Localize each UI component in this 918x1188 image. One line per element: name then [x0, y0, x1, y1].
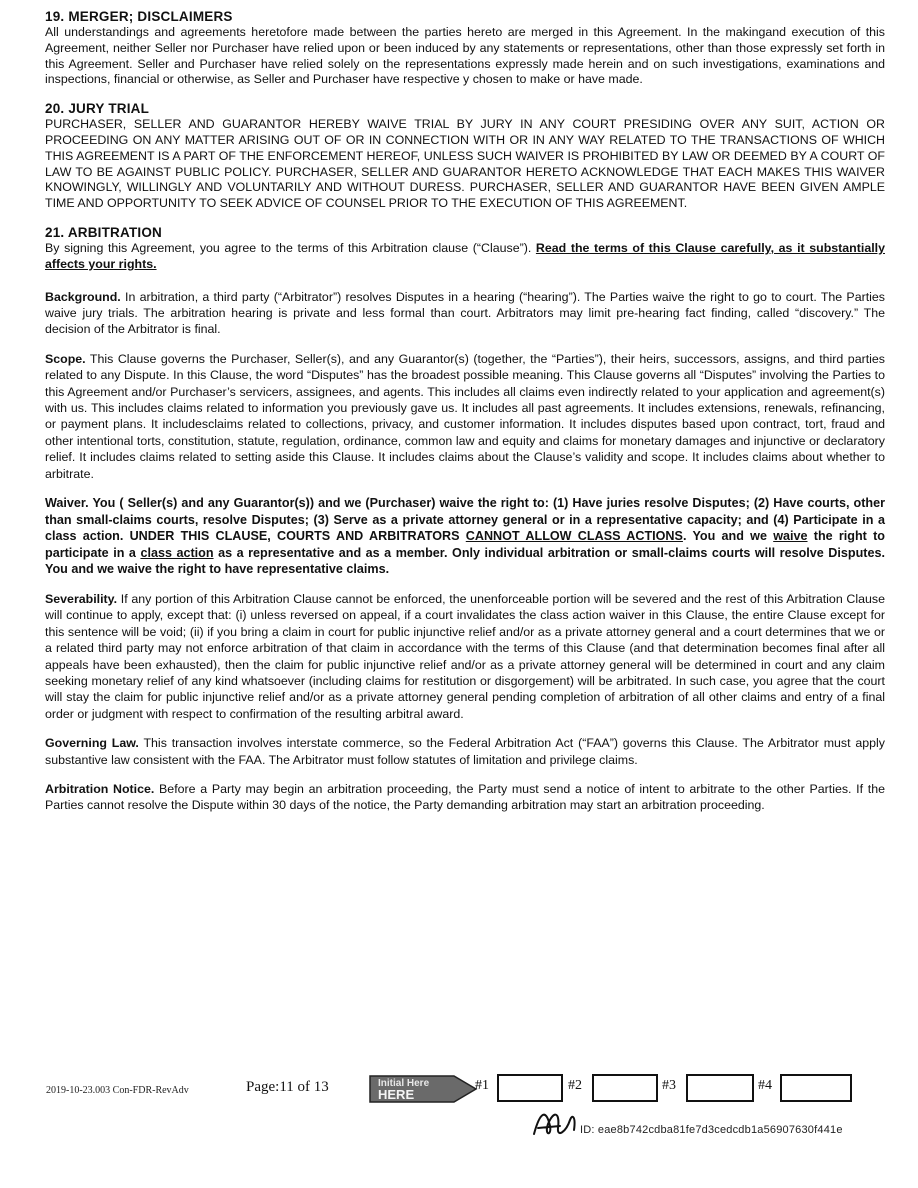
page-number: Page:11 of 13: [246, 1079, 329, 1095]
initial-field-2[interactable]: [568, 1074, 660, 1102]
initial-field-3[interactable]: [662, 1074, 756, 1102]
initial-label: #2: [568, 1078, 582, 1093]
paragraph-waiver: [45, 495, 885, 578]
initial-label: #1: [475, 1078, 489, 1093]
paragraph-lead: Governing Law.: [45, 736, 139, 751]
page-footer: [0, 1068, 918, 1168]
signature-scribble-icon: [530, 1106, 582, 1140]
initial-box[interactable]: [497, 1074, 563, 1102]
initial-field-1[interactable]: [475, 1074, 565, 1102]
section-text: [45, 241, 885, 273]
sign-here-arrow-icon: [368, 1072, 478, 1106]
initial-box[interactable]: [592, 1074, 658, 1102]
sign-tag-bottom-text: HERE: [378, 1087, 415, 1102]
waiver-text: the right to participate in a: [45, 529, 885, 560]
document-id: ID: eae8b742cdba81fe7d3cedcdb1a56907630f441e: [580, 1124, 843, 1136]
initial-box[interactable]: [780, 1074, 852, 1102]
document-body: [45, 8, 885, 827]
document-code: 2019-10-23.003 Con-FDR-RevAdv: [46, 1085, 189, 1096]
initial-label: #3: [662, 1078, 676, 1093]
initial-box[interactable]: [686, 1074, 754, 1102]
sign-tag-top-text: Initial Here: [378, 1078, 430, 1089]
waiver-underlined: class action: [140, 545, 214, 560]
section-merger: [45, 8, 885, 88]
paragraph-text: If any portion of this Arbitration Clause cannot be enforced, the unenforceable portion will be severed and the rest of this Arbitration Clause will continue to apply, except that: (i) unless reversed on appeal, if a court invalidates the class action waiver in this Clause, the entire Clause except for this sentence will be void; (ii) if you bring a claim in court for public injunctive relief and/or as a private attorney general and a court determines that we or a related third party may not enforce arbitration of that claim in accordance with the terms of this Clause (and that determination becomes final after all appeals have been exhausted), then the claim for public injunctive relief and/or as a private attorney general will be determined in court and any claim seeking monetary relief of any kind whatsoever (including claims for restitution or disgorgement) will be arbitrated. In such case, you agree that the court will stay the claim for public injunctive relief and/or as a private attorney general pending completion of arbitration of all other claims and entry of a final order or judgment with respect to confirmation of the resulting arbitral award.: [45, 592, 885, 721]
section-title: 19. MERGER; DISCLAIMERS: [45, 9, 233, 24]
section-arbitration: [45, 224, 885, 273]
waiver-text: as a representative and as a member. Only individual arbitration or small-claims courts will resolve Disputes. You and we waive the right to have representative claims.: [45, 545, 885, 577]
paragraph-lead: Background.: [45, 289, 121, 304]
section-jury-trial: [45, 100, 885, 212]
sign-here-tag[interactable]: [368, 1072, 478, 1106]
section-text: PURCHASER, SELLER AND GUARANTOR HEREBY WAIVE TRIAL BY JURY IN ANY COURT PRESIDING OVER ANY SUIT, ACTION OR PROCEEDING ON ANY MATTER ARISING OUT OF OR IN CONNECTION WITH OR IN ANY WAY RELATED TO THE TRANSACTIONS OF WHICH THIS AGREEMENT IS A PART OF THE ENFORCEMENT HEREOF, UNLESS SUCH WAIVER IS PROHIBITED BY LAW OR DEEMED BY A COURT OF LAW TO BE AGAINST PUBLIC POLICY. PURCHASER, SELLER AND GUARANTOR HERETO ACKNOWLEDGE THAT EACH MAKES THIS WAIVER KNOWINGLY, WILLINGLY AND VOLUNTARILY AND WITHOUT DURESS. PURCHASER, SELLER AND GUARANTOR HAVE BEEN GIVEN AMPLE TIME AND OPPORTUNITY TO SEEK ADVICE OF COUNSEL PRIOR TO THE EXECUTION OF THIS AGREEMENT.: [45, 117, 885, 211]
initial-label: #4: [758, 1078, 772, 1093]
section-title: 21. ARBITRATION: [45, 224, 163, 240]
arbitration-intro: By signing this Agreement, you agree to the terms of this Arbitration clause (“Clause”).: [45, 240, 532, 255]
paragraph-lead: Scope.: [45, 351, 86, 366]
initial-field-4[interactable]: [758, 1074, 854, 1102]
paragraph-background: [45, 289, 885, 338]
section-text: All understandings and agreements heretofore made between the parties hereto are merged in this Agreement. In the makingand execution of this Agreement, neither Seller nor Purchaser have relied upon or been induced by any statements or representations, other than those expressly set forth in this Agreement. Seller and Purchaser have relied solely on the representations expressly made herein and on such investigations, examinations and inspections, financial or otherwise, as Seller and Purchaser have respective y chosen to make or have made.: [45, 25, 885, 87]
paragraph-lead: Arbitration Notice.: [45, 782, 155, 797]
paragraph-arbitration-notice: [45, 781, 885, 814]
waiver-underlined: CANNOT ALLOW CLASS ACTIONS: [465, 529, 683, 544]
waiver-text: . You and we: [682, 529, 774, 544]
paragraph-lead: Severability.: [45, 592, 118, 606]
paragraph-scope: [45, 351, 885, 482]
paragraph-governing-law: [45, 735, 885, 768]
paragraph-text: Before a Party may begin an arbitration proceeding, the Party must send a notice of intent to arbitrate to the other Parties. If the Parties cannot resolve the Dispute within 30 days of the notice, the Party demanding arbitration may start an arbitration proceeding.: [45, 782, 885, 813]
section-title: 20. JURY TRIAL: [45, 101, 150, 117]
waiver-text: Waiver. You ( Seller(s) and any Guarantor(s)) and we (Purchaser) waive the right to: (1) Have juries resolve Disputes; (2) Have courts, other than small-claims courts, resolve Disputes; (3) Serve as a private attorney general or in a representative capacity; and (4) Participate in a class action. UNDER THIS CLAUSE, COURTS AND ARBITRATORS: [45, 496, 885, 544]
waiver-underlined: waive: [773, 529, 808, 544]
paragraph-text: This transaction involves interstate commerce, so the Federal Arbitration Act (“FAA”) governs this Clause. The Arbitrator must apply substantive law consistent with the FAA. The Arbitrator must follow statutes of limitation and privilege claims.: [45, 736, 885, 767]
paragraph-text: This Clause governs the Purchaser, Seller(s), and any Guarantor(s) (together, the “Parties”), their heirs, successors, assigns, and third parties related to any Dispute. In this Clause, the word “Disputes” has the broadest possible meaning. This Clause governs all “Disputes” involving the Parties to this Agreement and/or Purchaser’s servicers, assignees, and agents. This includes all claims even indirectly related to your application and agreement(s) with us. This includes claims related to information you previously gave us. It includes all past agreements. It includes extensions, renewals, refinancing, or payment plans. It includesclaims related to collections, privacy, and customer information. It includes disputes based upon contract, tort, fraud and other intentional torts, constitution, statute, regulation, ordinance, common law and equity and claims for monetary damages and injunctive or declaratory relief. It includes claims related to setting aside this Clause. It includes claims about the Clause’s validity and scope. It includes claims about whether to arbitrate.: [45, 351, 885, 481]
paragraph-text: In arbitration, a third party (“Arbitrator”) resolves Disputes in a hearing (“hearing”). The Parties waive the right to go to court. The Parties waive jury trials. The arbitration hearing is private and less formal than court. Arbitrators may limit pre-hearing fact finding, called “discovery.” The decision of the Arbitrator is final.: [45, 289, 885, 337]
arbitration-warning: Read the terms of this Clause carefully, as it substantially affects your rights.: [45, 240, 885, 271]
paragraph-severability: [45, 591, 885, 722]
